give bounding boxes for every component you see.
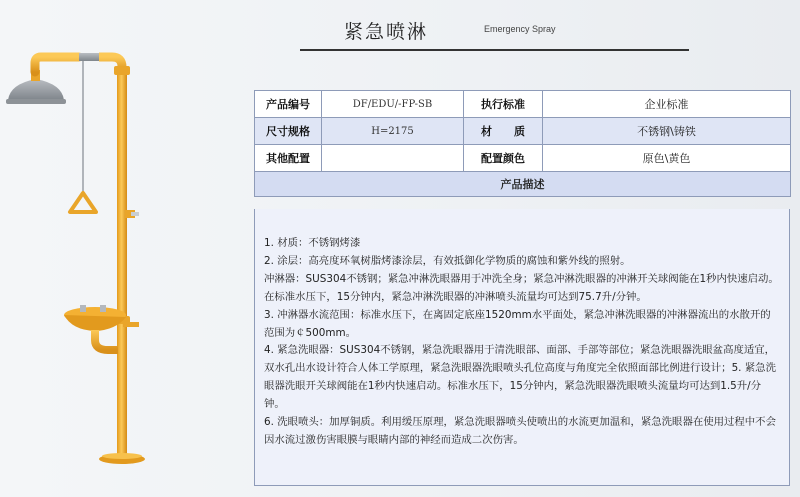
description-line: 2. 涂层：高亮度环氧树脂烤漆涂层，有效抵御化学物质的腐蚀和紫外线的照射。 bbox=[264, 254, 631, 267]
shower-station-illustration bbox=[0, 0, 200, 497]
description-line: 1. 材质：不锈钢烤漆 bbox=[264, 237, 361, 249]
spec-label: 其他配置 bbox=[255, 145, 322, 172]
spec-label: 尺寸规格 bbox=[255, 118, 322, 145]
eyewash-bowl bbox=[64, 305, 139, 350]
spec-label: 产品编号 bbox=[255, 91, 322, 118]
description-line: 4. 紧急洗眼器：SUS304不锈钢，紧急洗眼器用于清洗眼部、面部、手部等部位；紧急洗眼器洗眼盆高度适宜，双水孔出水设计符合人体工学原理，紧急洗眼器洗眼喷头孔位高度与角度完全依照面部比例进行设计；5. 紧急洗眼器洗眼开关球阀能在1秒内快速启动。标准水压下，15分钟内，紧急洗眼器洗眼喷头流量均可达到1.5升/分钟。 bbox=[264, 344, 776, 411]
spec-value: 原色\黄色 bbox=[543, 145, 791, 172]
spec-value: 企业标准 bbox=[543, 91, 791, 118]
spec-value bbox=[322, 145, 464, 172]
pull-handle bbox=[70, 193, 96, 212]
spec-value: DF/EDU/-FP-SB bbox=[322, 91, 464, 118]
spec-value: 不锈钢\铸铁 bbox=[543, 118, 791, 145]
description-line: 6. 洗眼喷头：加厚铜质。利用缓压原理，紧急洗眼器喷头使喷出的水流更加温和，紧急洗眼器在使用过程中不会因水流过激伤害眼膜与眼睛内部的神经而造成二次伤害。 bbox=[264, 416, 776, 446]
spec-row bbox=[255, 118, 791, 145]
page-title: 紧急喷淋 bbox=[344, 21, 429, 43]
spec-row bbox=[255, 91, 791, 118]
description-header-row bbox=[255, 172, 791, 197]
spec-label: 材 质 bbox=[464, 118, 543, 145]
spec-label: 执行标准 bbox=[464, 91, 543, 118]
description-header: 产品描述 bbox=[255, 172, 791, 197]
title-underline bbox=[300, 49, 689, 51]
spec-row bbox=[255, 145, 791, 172]
description-line: 3. 冲淋器水流范围：标准水压下，在离固定底座1520mm水平面处，紧急冲淋洗眼器的冲淋器流出的水散开的范围为￠500mm。 bbox=[264, 308, 771, 339]
spec-table bbox=[254, 90, 791, 197]
spec-label: 配置颜色 bbox=[464, 145, 543, 172]
main-pipe bbox=[117, 68, 127, 457]
page-subtitle: Emergency Spray bbox=[484, 24, 556, 34]
shower-arm bbox=[35, 57, 79, 72]
valve bbox=[125, 210, 139, 218]
arm-coupling bbox=[79, 53, 99, 61]
description-panel bbox=[254, 209, 790, 486]
description-line: 冲淋器：SUS304不锈钢；紧急冲淋洗眼器用于冲洗全身；紧急冲淋洗眼器的冲淋开关球阀能在1秒内快速启动。在标准水压下，15分钟内，紧急冲淋洗眼器的冲淋喷头流量均可达到75.7升/分钟。 bbox=[264, 272, 779, 303]
spec-value: H=2175 bbox=[322, 118, 464, 145]
